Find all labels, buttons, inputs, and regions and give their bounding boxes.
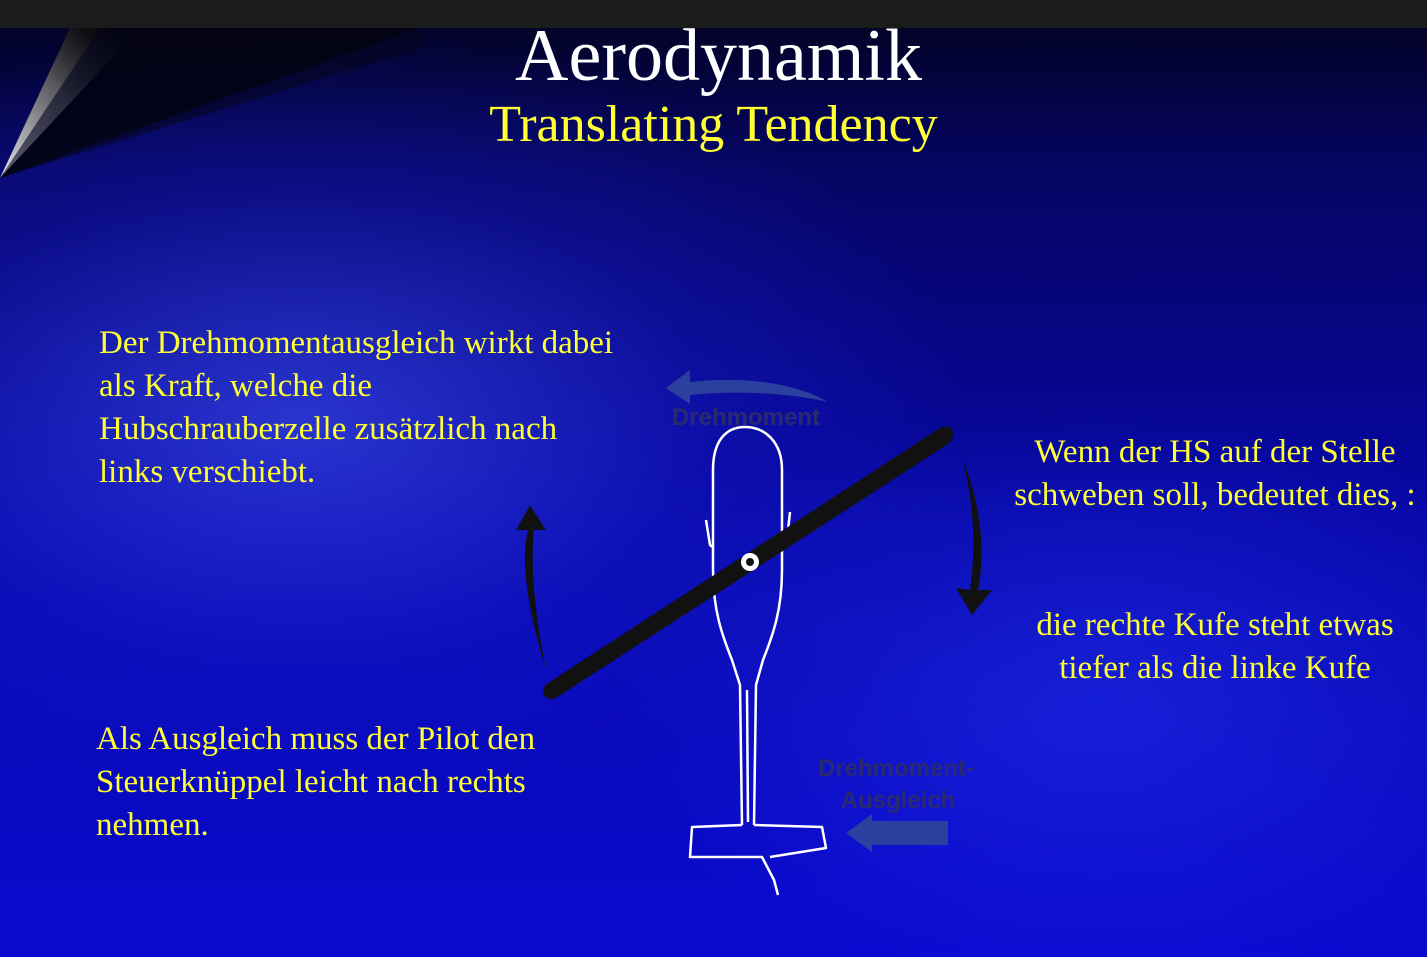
text-skid-position: die rechte Kufe steht etwas tiefer als die linke Kufe xyxy=(1036,607,1394,686)
page-title: Aerodynamik xyxy=(515,15,922,97)
helicopter-airframe xyxy=(690,427,826,895)
label-torque: Drehmoment xyxy=(671,404,821,431)
text-pilot-compensation: Als Ausgleich muss der Pilot den Steuerknüppel leicht nach rechts nehmen. xyxy=(96,721,536,843)
page-subtitle: Translating Tendency xyxy=(489,96,938,153)
main-rotor-blade xyxy=(543,426,953,699)
torque-arrow xyxy=(666,370,828,404)
torque-compensation-arrow xyxy=(846,814,948,852)
label-torque-compensation-line1: Drehmoment- xyxy=(817,755,975,782)
label-torque-compensation-line2: Ausgleich xyxy=(840,787,956,814)
text-torque-effect: Der Drehmomentausgleich wirkt dabei als Kraft, welche die Hubschrauberzelle zusätzlich nach links verschiebt. xyxy=(99,325,614,490)
text-hover-condition: Wenn der HS auf der Stelle schweben soll, bedeutet dies, : xyxy=(1014,434,1416,513)
